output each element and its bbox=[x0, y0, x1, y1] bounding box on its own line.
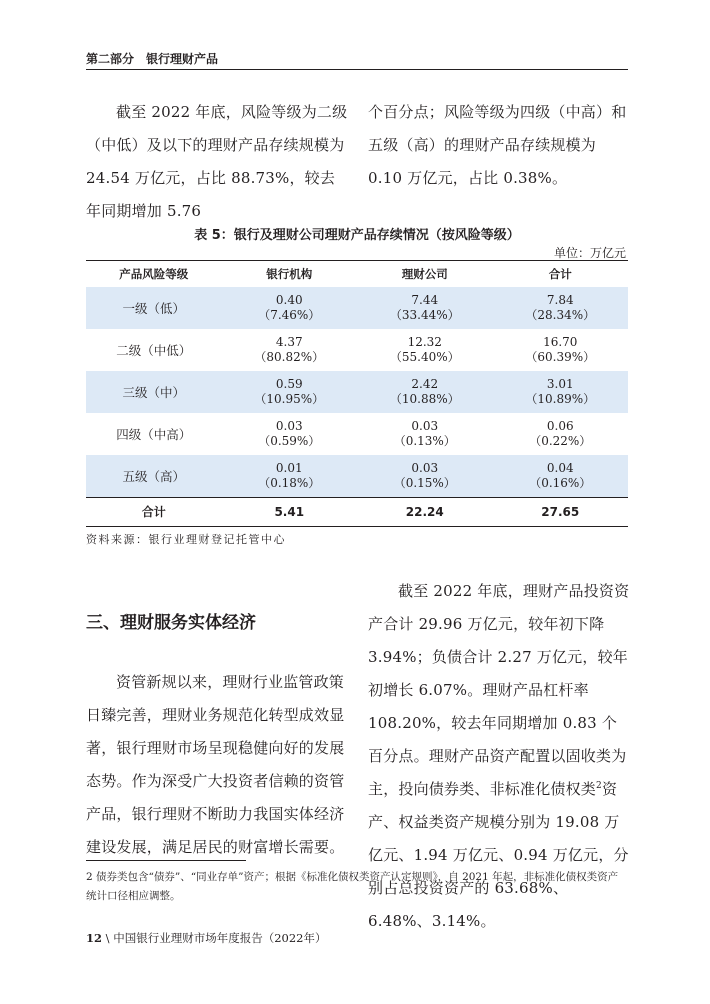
header-rule bbox=[86, 69, 628, 70]
bank-percent: （10.95%） bbox=[254, 392, 325, 406]
total-cell bbox=[493, 371, 629, 413]
total-label: 合计 bbox=[141, 504, 166, 519]
total-value: 0.06 bbox=[546, 419, 574, 433]
bank-percent: （0.18%） bbox=[258, 476, 321, 490]
wm-cell bbox=[357, 455, 493, 498]
table-title: 表 5：银行及理财公司理财产品存续情况（按风险等级） bbox=[194, 228, 520, 243]
table-unit: 单位：万亿元 bbox=[553, 246, 626, 260]
wm-value: 7.44 bbox=[411, 293, 439, 307]
bank-cell bbox=[222, 287, 358, 329]
footnote-rule bbox=[86, 860, 246, 861]
total-percent: （60.39%） bbox=[525, 350, 596, 364]
total-value: 16.70 bbox=[543, 335, 578, 349]
table-row bbox=[86, 413, 628, 455]
table-row bbox=[86, 371, 628, 413]
table-row bbox=[86, 287, 628, 329]
bank-percent: （7.46%） bbox=[258, 308, 321, 322]
total-cell bbox=[493, 329, 629, 371]
bank-value: 0.40 bbox=[275, 293, 303, 307]
bank-cell bbox=[222, 371, 358, 413]
bank-value: 4.37 bbox=[275, 335, 303, 349]
total-cell bbox=[493, 455, 629, 498]
header-wm-company: 理财公司 bbox=[401, 267, 448, 281]
bank-cell bbox=[222, 455, 358, 498]
footnote-marker: 2 bbox=[596, 781, 602, 791]
total-cell bbox=[493, 413, 629, 455]
table-row bbox=[86, 329, 628, 371]
footer-title: 中国银行业理财市场年度报告（2022年） bbox=[113, 931, 327, 945]
wm-cell bbox=[357, 371, 493, 413]
table-row bbox=[86, 455, 628, 498]
wm-percent: （55.40%） bbox=[389, 350, 460, 364]
total-value: 0.04 bbox=[546, 461, 574, 475]
footnote: 2 债券类包含“债券”、“同业存单”资产；根据《标准化债权类资产认定规则》，自 2021 年起，非标准化债权类资产统计口径相应调整。 bbox=[86, 871, 619, 902]
paragraph-risk-high: 个百分点；风险等级为四级（中高）和五级（高）的理财产品存续规模为 0.10 万亿元，占比 0.38%。 bbox=[368, 103, 627, 187]
total-value: 3.01 bbox=[546, 377, 574, 391]
paragraph-regulation: 资管新规以来，理财行业监管政策日臻完善，理财业务规范化转型成效显著，银行理财市场呈现稳健向好的发展态势。作为深受广大投资者信赖的资管产品，银行理财不断助力我国实体经济建设发展，满足居民的财富增长需要。 bbox=[86, 673, 345, 856]
risk-level-cell: 四级（中高） bbox=[116, 426, 192, 442]
total-cell bbox=[493, 287, 629, 329]
wm-percent: （10.88%） bbox=[389, 392, 460, 406]
total-percent: （10.89%） bbox=[525, 392, 596, 406]
total-value: 7.84 bbox=[546, 293, 574, 307]
bank-value: 0.01 bbox=[275, 461, 303, 475]
risk-level-cell: 三级（中） bbox=[86, 371, 222, 413]
wm-cell bbox=[357, 329, 493, 371]
table-header-row bbox=[86, 261, 628, 287]
total-percent: （28.34%） bbox=[525, 308, 596, 322]
total-all: 27.65 bbox=[541, 504, 580, 519]
assets-text-after: 资产、权益类资产规模分别为 19.08 万亿元、1.94 万亿元、0.94 万亿元，分别占总投资资产的 63.68%、6.48%、3.14%。 bbox=[368, 780, 629, 930]
footer-separator: \ bbox=[105, 931, 110, 945]
total-percent: （0.22%） bbox=[529, 434, 592, 448]
page-number: 12 bbox=[86, 931, 103, 945]
wm-percent: （0.15%） bbox=[393, 476, 456, 490]
bank-value: 0.03 bbox=[275, 419, 303, 433]
risk-level-cell: 二级（中低） bbox=[116, 342, 192, 358]
wm-percent: （0.13%） bbox=[393, 434, 456, 448]
total-percent: （0.16%） bbox=[529, 476, 592, 490]
page-footer bbox=[86, 930, 326, 946]
wm-value: 0.03 bbox=[411, 419, 439, 433]
bank-percent: （0.59%） bbox=[258, 434, 321, 448]
section-header: 第二部分 银行理财产品 bbox=[86, 52, 219, 66]
bank-cell bbox=[222, 329, 358, 371]
section-title: 三、理财服务实体经济 bbox=[86, 613, 256, 633]
wm-value: 0.03 bbox=[411, 461, 439, 475]
table-source: 资料来源：银行业理财登记托管中心 bbox=[86, 533, 286, 546]
bank-cell bbox=[222, 413, 358, 455]
wm-percent: （33.44%） bbox=[389, 308, 460, 322]
total-wm: 22.24 bbox=[405, 504, 444, 519]
table-total-row bbox=[86, 498, 628, 527]
header-risk-level: 产品风险等级 bbox=[119, 267, 189, 281]
risk-level-table bbox=[86, 261, 628, 527]
risk-level-cell: 五级（高） bbox=[86, 455, 222, 498]
bank-value: 0.59 bbox=[275, 377, 303, 391]
header-total: 合计 bbox=[548, 267, 572, 281]
wm-cell bbox=[357, 287, 493, 329]
bank-percent: （80.82%） bbox=[254, 350, 325, 364]
assets-text-before: 截至 2022 年底，理财产品投资资产合计 29.96 万亿元，较年初下降 3.94%；负债合计 2.27 万亿元，较年初增长 6.07%。理财产品杠杆率 108.20%，较去年同期增加 0.83 个百分点。理财产品资产配置以固收类为主，投向债券类、非标准化债权类 bbox=[368, 582, 630, 798]
wm-cell bbox=[357, 413, 493, 455]
header-bank: 银行机构 bbox=[266, 267, 313, 281]
risk-level-cell: 一级（低） bbox=[86, 287, 222, 329]
wm-value: 2.42 bbox=[411, 377, 439, 391]
wm-value: 12.32 bbox=[407, 335, 442, 349]
paragraph-risk-low: 截至 2022 年底，风险等级为二级（中低）及以下的理财产品存续规模为 24.54 万亿元，占比 88.73%，较去年同期增加 5.76 bbox=[86, 103, 348, 220]
total-bank: 5.41 bbox=[274, 504, 305, 519]
